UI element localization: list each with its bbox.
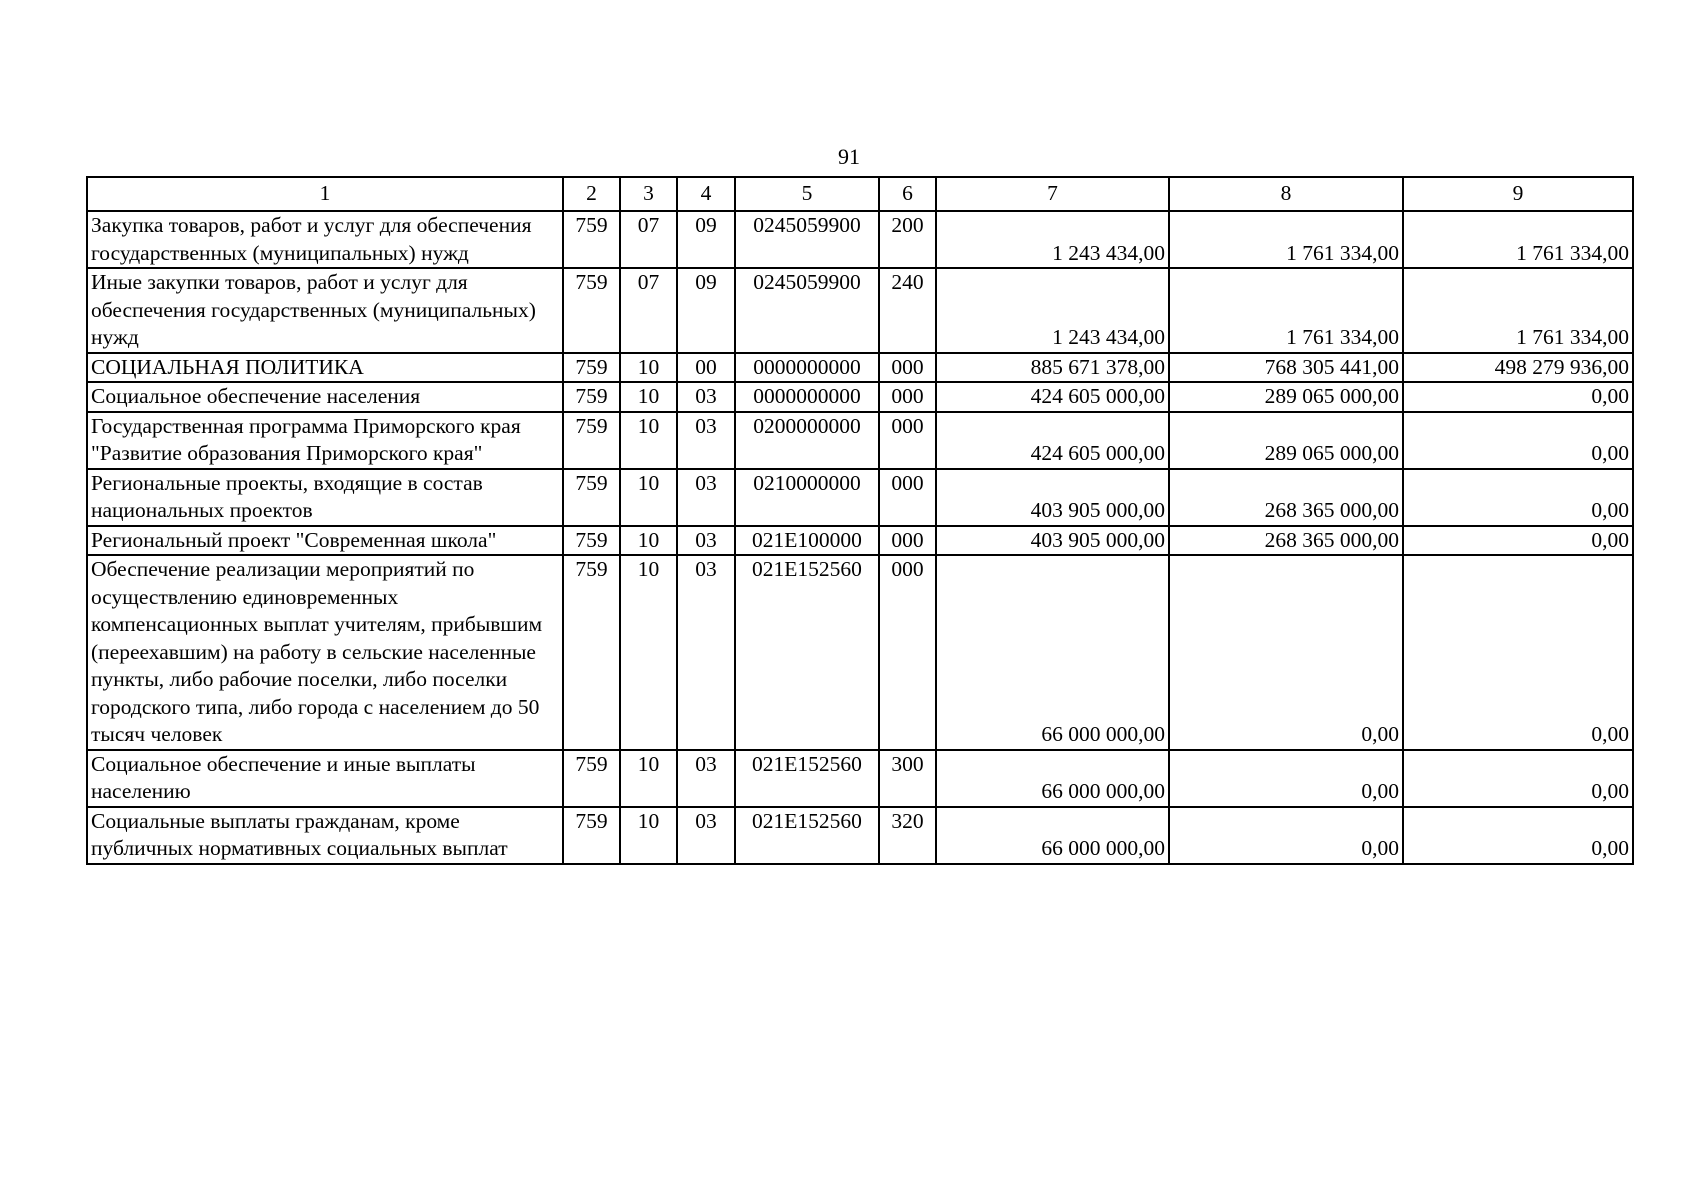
- row-amount-cell: 1 761 334,00: [1169, 268, 1403, 353]
- row-name-cell: СОЦИАЛЬНАЯ ПОЛИТИКА: [87, 353, 563, 383]
- row-amount-cell: 66 000 000,00: [936, 807, 1169, 864]
- column-header: 2: [563, 177, 620, 211]
- table-row: [87, 268, 1633, 353]
- column-header: 9: [1403, 177, 1633, 211]
- row-name-cell: Закупка товаров, работ и услуг для обеспечения государственных (муниципальных) нужд: [87, 211, 563, 268]
- row-code-cell: 759: [563, 412, 620, 469]
- row-code-cell: 09: [677, 211, 735, 268]
- column-header: 6: [879, 177, 936, 211]
- row-amount-cell: 885 671 378,00: [936, 353, 1169, 383]
- row-name-cell: Социальные выплаты гражданам, кроме публичных нормативных социальных выплат: [87, 807, 563, 864]
- row-name-cell: Региональные проекты, входящие в состав национальных проектов: [87, 469, 563, 526]
- row-code-cell: 07: [620, 211, 677, 268]
- row-code-cell: 759: [563, 555, 620, 750]
- row-amount-cell: 424 605 000,00: [936, 412, 1169, 469]
- row-name-cell: Социальное обеспечение населения: [87, 382, 563, 412]
- row-amount-cell: 1 761 334,00: [1403, 268, 1633, 353]
- row-amount-cell: 268 365 000,00: [1169, 526, 1403, 556]
- row-code-cell: 0245059900: [735, 211, 879, 268]
- row-code-cell: 00: [677, 353, 735, 383]
- row-amount-cell: 0,00: [1403, 382, 1633, 412]
- row-amount-cell: 66 000 000,00: [936, 750, 1169, 807]
- row-code-cell: 759: [563, 750, 620, 807]
- row-code-cell: 021E152560: [735, 555, 879, 750]
- row-code-cell: 0210000000: [735, 469, 879, 526]
- row-name-cell: Обеспечение реализации мероприятий по осуществлению единовременных компенсационных выплат учителям, прибывшим (переехавшим) на работу в сельские населенные пункты, либо рабочие поселки, либо поселки городского типа, либо города с населением до 50 тысяч человек: [87, 555, 563, 750]
- page-number: 91: [838, 144, 860, 169]
- row-code-cell: 000: [879, 469, 936, 526]
- row-amount-cell: 268 365 000,00: [1169, 469, 1403, 526]
- row-amount-cell: 0,00: [1169, 807, 1403, 864]
- row-code-cell: 000: [879, 353, 936, 383]
- table-row: [87, 807, 1633, 864]
- row-code-cell: 000: [879, 382, 936, 412]
- row-code-cell: 0000000000: [735, 382, 879, 412]
- row-code-cell: 200: [879, 211, 936, 268]
- row-code-cell: 759: [563, 211, 620, 268]
- row-amount-cell: 289 065 000,00: [1169, 382, 1403, 412]
- row-code-cell: 021E100000: [735, 526, 879, 556]
- row-code-cell: 10: [620, 526, 677, 556]
- row-amount-cell: 0,00: [1403, 807, 1633, 864]
- row-amount-cell: 0,00: [1403, 412, 1633, 469]
- table-row: [87, 555, 1633, 750]
- table-header-row: [87, 177, 1633, 211]
- row-code-cell: 0200000000: [735, 412, 879, 469]
- row-name-cell: Иные закупки товаров, работ и услуг для обеспечения государственных (муниципальных) нужд: [87, 268, 563, 353]
- row-amount-cell: 0,00: [1169, 555, 1403, 750]
- column-header: 3: [620, 177, 677, 211]
- row-code-cell: 759: [563, 526, 620, 556]
- table-row: [87, 469, 1633, 526]
- row-code-cell: 10: [620, 412, 677, 469]
- row-code-cell: 10: [620, 382, 677, 412]
- table-row: [87, 750, 1633, 807]
- row-code-cell: 10: [620, 807, 677, 864]
- row-code-cell: 759: [563, 353, 620, 383]
- row-code-cell: 300: [879, 750, 936, 807]
- row-code-cell: 03: [677, 382, 735, 412]
- row-code-cell: 320: [879, 807, 936, 864]
- row-amount-cell: 0,00: [1403, 555, 1633, 750]
- table-row: [87, 526, 1633, 556]
- row-code-cell: 000: [879, 412, 936, 469]
- row-amount-cell: 768 305 441,00: [1169, 353, 1403, 383]
- row-code-cell: 759: [563, 268, 620, 353]
- row-code-cell: 0000000000: [735, 353, 879, 383]
- row-code-cell: 03: [677, 526, 735, 556]
- row-amount-cell: 0,00: [1403, 750, 1633, 807]
- row-code-cell: 03: [677, 750, 735, 807]
- row-code-cell: 07: [620, 268, 677, 353]
- row-amount-cell: 0,00: [1169, 750, 1403, 807]
- row-code-cell: 021E152560: [735, 807, 879, 864]
- table-row: [87, 382, 1633, 412]
- table-row: [87, 412, 1633, 469]
- row-code-cell: 000: [879, 555, 936, 750]
- row-code-cell: 10: [620, 555, 677, 750]
- row-code-cell: 03: [677, 555, 735, 750]
- row-name-cell: Социальное обеспечение и иные выплаты населению: [87, 750, 563, 807]
- row-code-cell: 021E152560: [735, 750, 879, 807]
- row-code-cell: 0245059900: [735, 268, 879, 353]
- row-amount-cell: 0,00: [1403, 469, 1633, 526]
- row-code-cell: 759: [563, 469, 620, 526]
- row-code-cell: 03: [677, 807, 735, 864]
- table-row: [87, 353, 1633, 383]
- row-code-cell: 10: [620, 353, 677, 383]
- row-code-cell: 09: [677, 268, 735, 353]
- column-header: 4: [677, 177, 735, 211]
- row-code-cell: 240: [879, 268, 936, 353]
- column-header: 8: [1169, 177, 1403, 211]
- row-name-cell: Региональный проект "Современная школа": [87, 526, 563, 556]
- row-amount-cell: 1 761 334,00: [1403, 211, 1633, 268]
- row-amount-cell: 1 761 334,00: [1169, 211, 1403, 268]
- column-header: 1: [87, 177, 563, 211]
- row-code-cell: 759: [563, 382, 620, 412]
- budget-table: [86, 176, 1634, 865]
- row-code-cell: 03: [677, 412, 735, 469]
- row-code-cell: 10: [620, 469, 677, 526]
- row-amount-cell: 424 605 000,00: [936, 382, 1169, 412]
- row-amount-cell: 1 243 434,00: [936, 211, 1169, 268]
- row-code-cell: 759: [563, 807, 620, 864]
- row-amount-cell: 498 279 936,00: [1403, 353, 1633, 383]
- row-code-cell: 10: [620, 750, 677, 807]
- row-amount-cell: 289 065 000,00: [1169, 412, 1403, 469]
- table-row: [87, 211, 1633, 268]
- row-amount-cell: 0,00: [1403, 526, 1633, 556]
- column-header: 5: [735, 177, 879, 211]
- row-code-cell: 000: [879, 526, 936, 556]
- column-header: 7: [936, 177, 1169, 211]
- row-code-cell: 03: [677, 469, 735, 526]
- row-name-cell: Государственная программа Приморского края "Развитие образования Приморского края": [87, 412, 563, 469]
- row-amount-cell: 403 905 000,00: [936, 526, 1169, 556]
- row-amount-cell: 403 905 000,00: [936, 469, 1169, 526]
- row-amount-cell: 1 243 434,00: [936, 268, 1169, 353]
- row-amount-cell: 66 000 000,00: [936, 555, 1169, 750]
